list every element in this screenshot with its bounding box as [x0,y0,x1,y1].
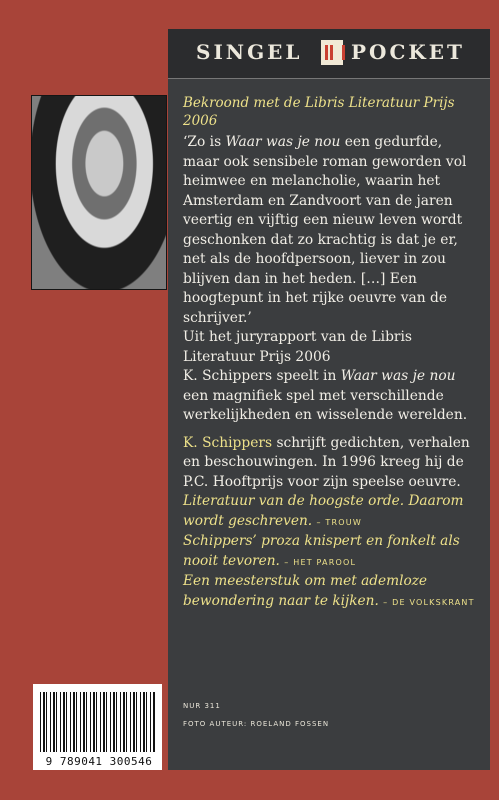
book-title: Waar was je nou [340,368,456,384]
nur-code: NUR 311 [183,702,221,710]
author-name: K. Schippers [183,434,273,451]
book-description [183,133,475,492]
press-reviews [183,492,475,612]
isbn-barcode [33,684,162,770]
book-icon [321,40,343,65]
press-review: Literatuur van de hoogste orde. Daarom wordt geschreven. – TROUW [183,493,464,529]
footer-credits [183,697,329,733]
photo-credit: FOTO AUTEUR: ROELAND FOSSEN [183,720,330,728]
author-bio: K. Schippers schrijft gedichten, verhalen en beschouwingen. In 1996 kreeg hij de P.C. Hooftprijs voor zijn speelse oeuvre. [183,434,470,490]
publisher-band [168,29,490,79]
isbn-number: 9 789041 300546 [45,755,153,768]
description-text: K. Schippers speelt in Waar was je nou een magnifiek spel met verschillende werkelijkheden en wisselende werelden. [183,368,468,423]
publisher-name-left: SINGEL [196,40,303,64]
book-title: Waar was je nou [225,134,341,150]
jury-quote: ‘Zo is Waar was je nou een gedurfde, maar ook sensibele roman geworden vol heimwee en melancholie, waarin het Amsterdam en Zandvoort van de jaren veertig en vijftig een nieuw leven wordt geschonken dat zo krachtig is dat je er, net als de hoofdpersoon, liever in zou blijven dan in het heden. […] Een hoogtepunt in het rijke oeuvre van de schrijver.’ [183,134,467,326]
press-review: Een meesterstuk om met ademloze bewondering naar te kijken. – DE VOLKSKRANT [183,573,475,609]
press-review: Schippers’ proza knispert en fonkelt als nooit tevoren. – HET PAROOL [183,533,460,569]
award-line: Bekroond met de Libris Literatuur Prijs 2006 [183,95,455,129]
author-photo [31,95,167,290]
jury-source: Uit het juryrapport van de Libris Literatuur Prijs 2006 [183,329,412,365]
barcode-bars [40,692,156,752]
publisher-name-right: POCKET [351,40,465,64]
